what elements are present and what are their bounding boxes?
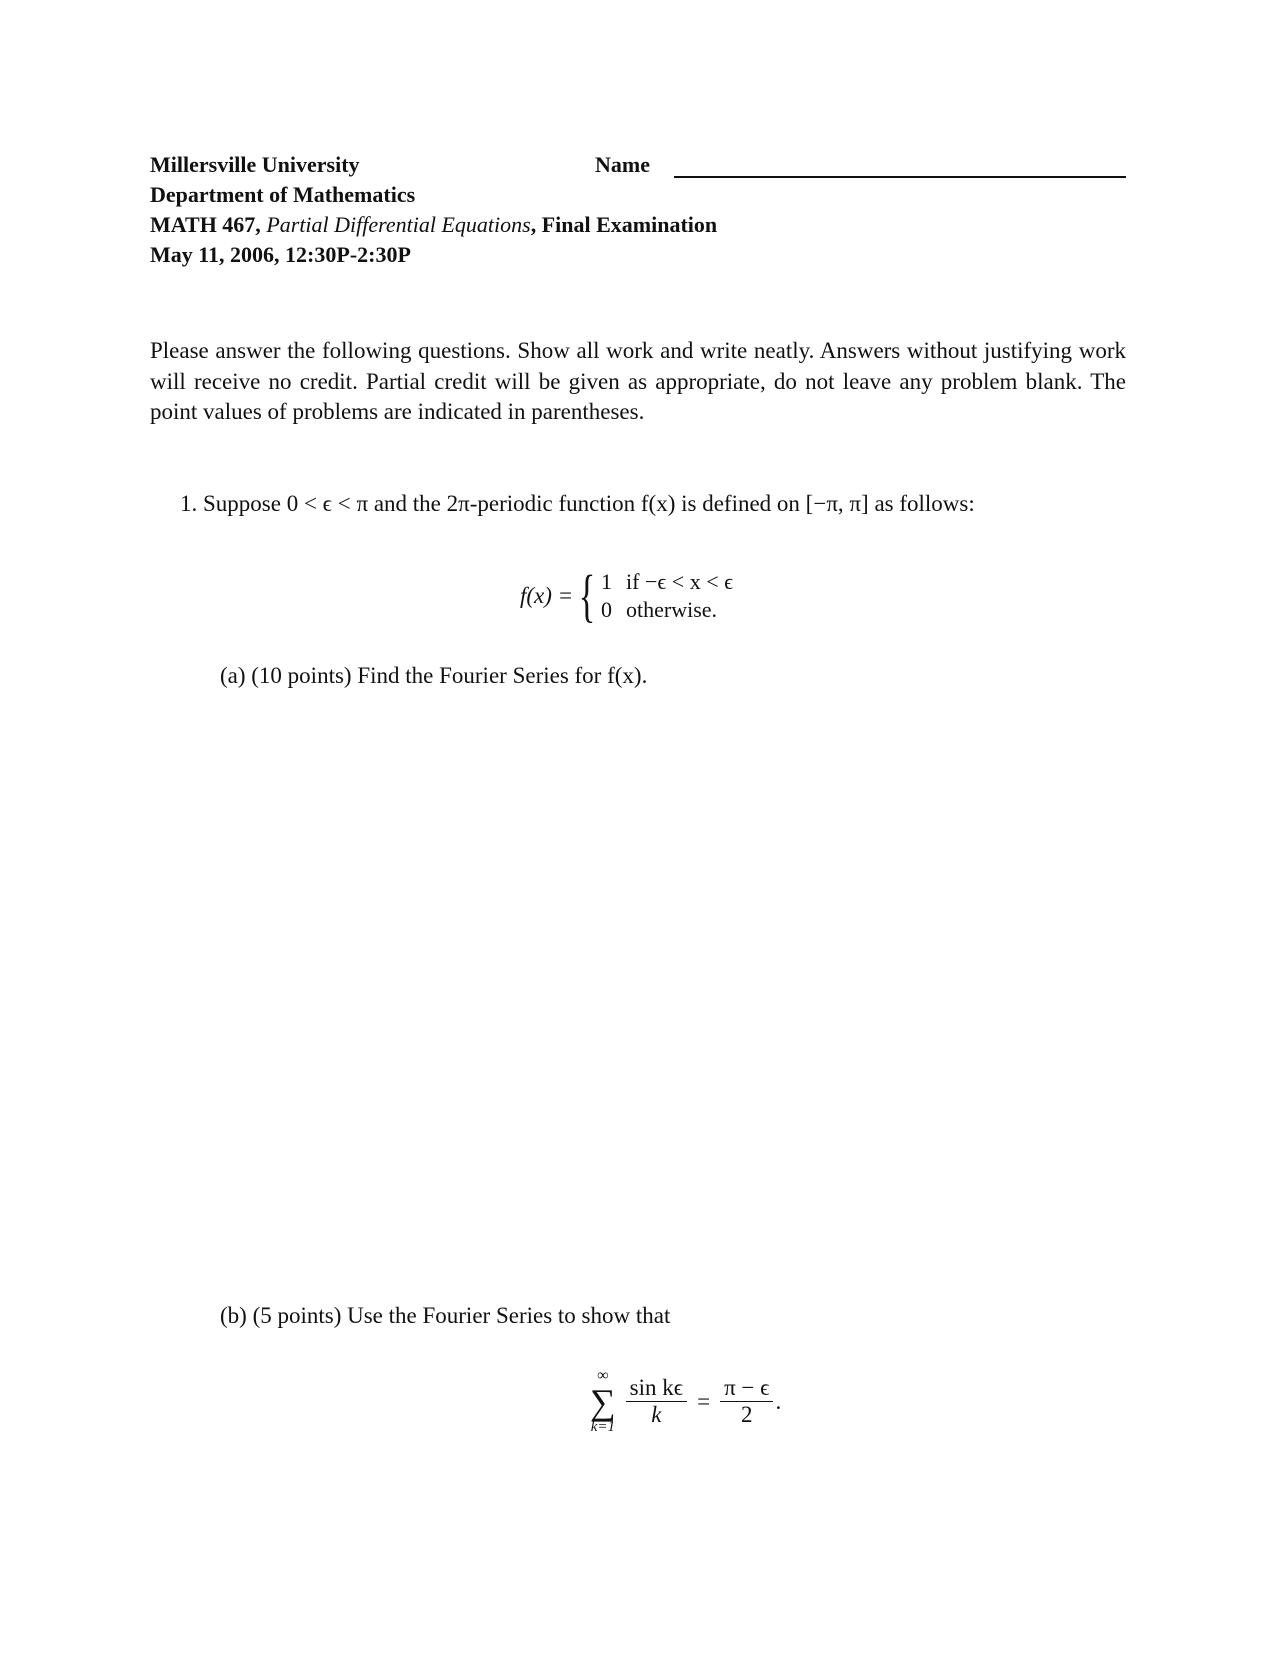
instructions: Please answer the following questions. Show all work and write neatly. Answers without justifying work will receive no credit. Partial credit will be given as appropriate, do not leave any problem blank. The point values of problems are indicated in parentheses.	[150, 338, 1126, 424]
function-lhs: f(x) =	[520, 582, 574, 608]
equals-sign: =	[697, 1388, 711, 1414]
exam-date: May 11, 2006, 12:30P-2:30P	[150, 242, 411, 267]
summation	[590, 1368, 616, 1435]
course-title: Partial Differential Equations	[266, 212, 531, 237]
exam-title: , Final Examination	[530, 212, 718, 237]
denominator: 2	[741, 1402, 753, 1427]
period: .	[775, 1388, 782, 1414]
case1-condition: if −ϵ < x < ϵ	[626, 568, 734, 594]
name-field-line[interactable]	[674, 176, 1126, 178]
denominator: k	[651, 1402, 662, 1427]
piecewise-definition	[520, 562, 733, 629]
case1-value: 1	[601, 568, 613, 594]
numerator: sin kϵ	[626, 1375, 687, 1402]
sum-upper-limit: ∞	[597, 1367, 609, 1384]
left-brace: {	[578, 563, 596, 628]
series-identity	[590, 1368, 781, 1435]
part-b: (b) (5 points) Use the Fourier Series to show that	[220, 1303, 671, 1328]
sigma-symbol: ∑	[590, 1382, 616, 1422]
fraction-lhs	[626, 1375, 687, 1428]
part-a: (a) (10 points) Find the Fourier Series for f(x).	[220, 663, 648, 688]
course-code: MATH 467,	[150, 212, 261, 237]
case2-value: 0	[601, 596, 613, 622]
university-name: Millersville University	[150, 152, 360, 177]
sum-lower-limit: k=1	[590, 1419, 615, 1435]
fraction-rhs	[720, 1375, 773, 1428]
problem-1-statement: 1. Suppose 0 < ϵ < π and the 2π-periodic function f(x) is defined on [−π, π] as follows:	[180, 491, 975, 516]
case2-condition: otherwise.	[626, 596, 718, 622]
numerator: π − ϵ	[720, 1375, 773, 1402]
department-name: Department of Mathematics	[150, 182, 416, 207]
course-line	[150, 212, 717, 238]
name-label: Name	[595, 152, 650, 177]
